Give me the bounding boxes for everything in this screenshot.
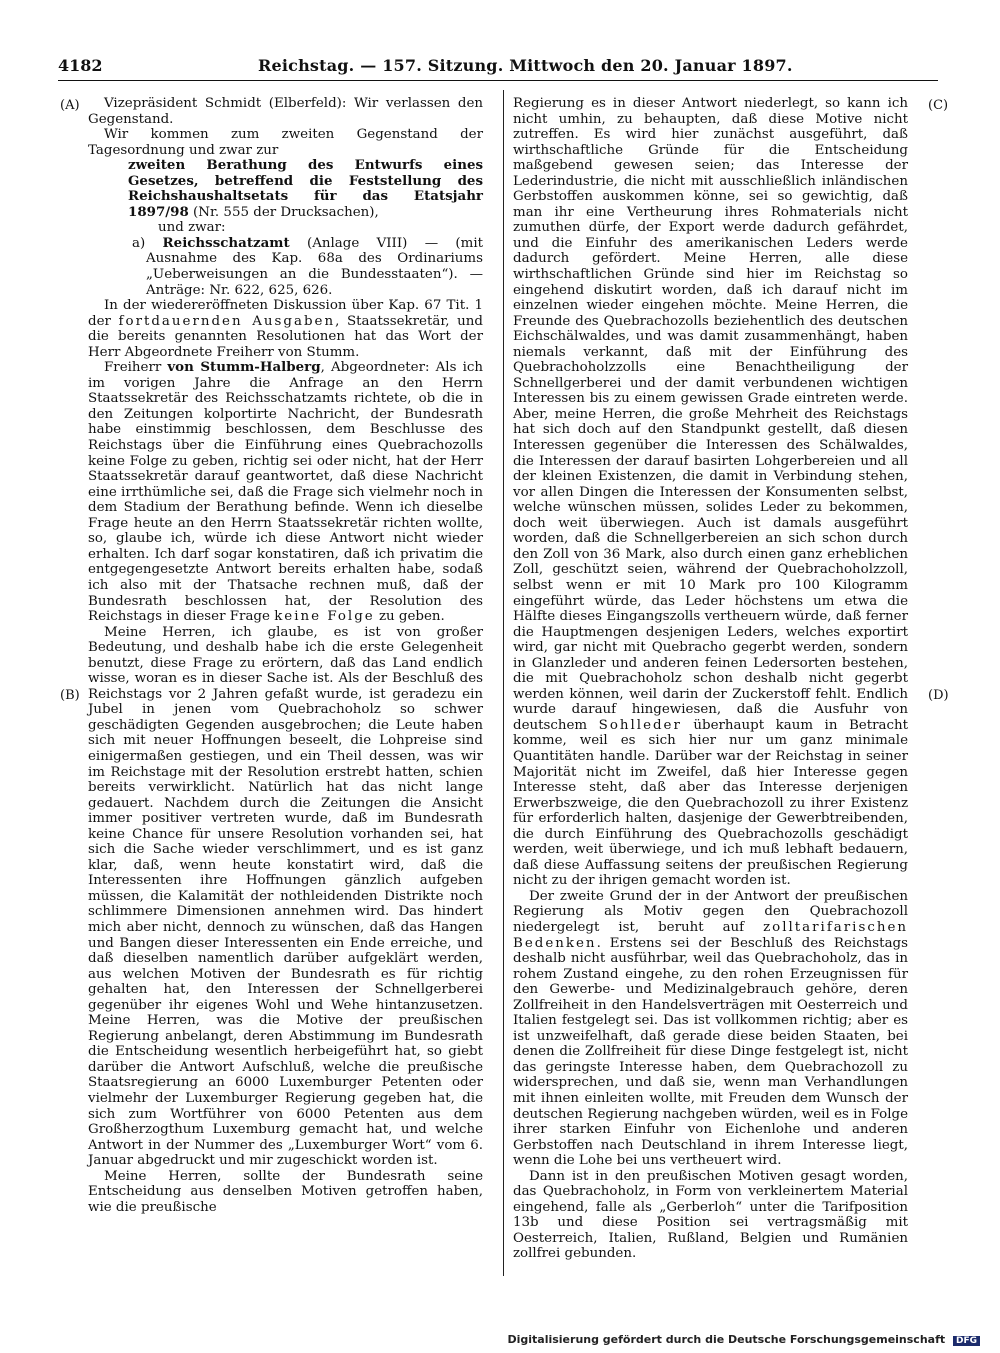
- text-run: überhaupt kaum in Betracht komme, weil es sich hier nur um ganz minimale Quantitäten handle. Darüber war der Reichstag in seiner Majorität nicht im Zweifel, daß hier Interesse gegen Interesse steht, daß aber das Interesse derjenigen Erwerbszweige, die den Quebrachozoll zu ihrer Existenz für erforderlich halten, dasjenige der Gewerbtreibenden, die durch Einführung des Quebrachozolls geschädigt werden, weit überwiege, und ich muß lebhaft bedauern, daß diese Auffassung seitens der preußischen Regierung nicht zu der ihrigen gemacht worden ist.: [513, 717, 908, 889]
- text-run: Der zweite Grund der in der Antwort der preußischen Regierung als Motiv gegen den Quebrachozoll niedergelegt ist, beruht auf: [513, 888, 908, 935]
- margin-marker-d: (D): [928, 688, 949, 703]
- agenda-reference: (Nr. 555 der Drucksachen),: [188, 204, 379, 220]
- paragraph: Vizepräsident Schmidt (Elberfeld): Wir verlassen den Gegenstand.: [88, 96, 483, 127]
- text-run: , Abgeordneter: Als ich im vorigen Jahre die Anfrage an den Herrn Staatssekretär des Reichsschatzamts richtete, ob die in den Zeitungen kolportirte Nachricht, der Bundesrath habe einstimmig beschlossen, dem Beschlusse des Reichstags über die Einführung eines Quebrachozolls keine Folge zu geben, richtig sei oder nicht, hat der Herr Staatssekretär darauf geantwortet, daß diese Nachricht eine irrthümliche sei, daß die Frage sich vielmehr noch in dem Stadium der Berathung befinde. Wenn ich dieselbe Frage heute an den Herrn Staatssekretär richten wollte, so, glaube ich, würde ich diese Antwort nicht wieder erhalten. Ich darf sogar konstatiren, daß ich privatim die entgegengesetzte Antwort bereits erhalten habe, sodaß ich also mit der Thatsache rechnen muß, daß der Bundesrath beschlossen hat, der Resolution des Reichstags in dieser Frage: [88, 360, 483, 625]
- right-column: [513, 96, 908, 1276]
- running-title: Reichstag. — 157. Sitzung. Mittwoch den 20. Januar 1897.: [258, 56, 793, 75]
- digitization-credit: [507, 1333, 980, 1346]
- column-divider: [503, 90, 504, 1276]
- spaced-text: keine Folge: [274, 609, 375, 625]
- header-rule: [58, 80, 938, 81]
- paragraph: und zwar:: [158, 220, 226, 236]
- page-number: 4182: [58, 56, 103, 75]
- paragraph: [513, 96, 908, 889]
- text-run: Regierung es in dieser Antwort niederlegt, so kann ich nicht umhin, zu behaupten, daß diese Motive nicht zutreffen. Es wird hier zunächst ausgeführt, daß wirthschaftliche Gründe für die Entscheidung maßgebend gewesen seien; das Interesse der Lederindustrie, die nicht mit ausschließlich inländischen Gerbstoffen auskommen könne, sei so gewichtig, daß man ihr eine Vertheurung ihres Rohmaterials nicht zumuthen dürfe, der Export werde dadurch gefährdet, und die Einfuhr des amerikanischen Leders werde dadurch gefördert. Meine Herren, alle diese wirthschaftlichen Gründe sind hier im Reichstag so eingehend diskutirt worden, daß ich darauf nicht im einzelnen wieder eingehen möchte. Meine Herren, die Freunde des Quebrachozolls beziehentlich des deutschen Eichschälwaldes, und was damit zusammenhängt, haben niemals verkannt, daß mit der Einführung des Quebrachoholzzolls eine Benachtheiligung der Schnellgerberei und der damit verbundenen wichtigen Interessen bis zu einem gewissen Grade eintreten werde. Aber, meine Herren, die große Mehrheit des Reichstags hat sich doch auf den Standpunkt gestellt, daß diesen Interessen gegenüber die Interessen des Schälwaldes, die Interessen der darauf basirten Lohgerbereien und all der kleinen Existenzen, die damit in Verbindung stehen, vor allen Dingen die Interessen der Konsumenten selbst, welche wünschen müssen, solides Leder zu bekommen, doch weit überwiegen. Auch ist damals ausgeführt worden, daß die Schnellgerbereien an sich schon durch den Zoll von 36 Mark, also durch einen ganz erheblichen Zoll, geschützt seien, während der Quebrachoholzzoll, selbst wenn er mit 10 Mark pro 100 Kilogramm eingeführt würde, das Leder höchstens um etwa die Hälfte dieses Eingangszolls vertheuern würde, daß ferner die Hauptmengen desjenigen Leders, welches exportirt wird, gar nicht mit Quebracho gegerbt werden, sondern in Glanzleder und anderen feinen Ledersorten bestehen, die mit Quebrachoholz schon deshalb nicht gegerbt werden können, weil darin der Zuckerstoff fehlt. Endlich wurde darauf hingewiesen, daß die Ausfuhr von deutschem: [513, 96, 908, 733]
- paragraph: Dann ist in den preußischen Motiven gesagt worden, das Quebrachoholz, in Form von verkleinertem Material eingehend, falle als „Gerberloh“ unter die Tarifposition 13b und diese Position sei vertragsmäßig mit Oesterreich, Italien, Rußland, Belgien und Rumänien zollfrei gebunden.: [513, 1168, 908, 1262]
- agenda-title: zweiten Berathung des Entwurfs eines Gesetzes, betreffend die Feststellung des Reichshaushaltsetats für das Etatsjahr 1897/98: [128, 157, 483, 220]
- subitem-text: (Anlage VIII) — (mit Ausnahme des Kap. 68a des Ordinariums „Ueberweisungen an die Bundesstaaten“). — Anträge: Nr. 622, 625, 626.: [146, 235, 483, 298]
- paragraph: [88, 298, 483, 360]
- speaker-name: von Stumm-Halberg: [167, 359, 321, 376]
- subitem-label: a): [132, 235, 163, 251]
- left-column: [88, 96, 483, 1276]
- agenda-subitem: [132, 234, 483, 298]
- spaced-text: Sohlleder: [598, 717, 682, 733]
- credit-text: Digitalisierung gefördert durch die Deutsche Forschungsgemeinschaft: [507, 1333, 946, 1346]
- dfg-logo: DFG: [953, 1336, 980, 1346]
- margin-marker-c: (C): [928, 98, 949, 113]
- text-run: zu geben.: [374, 609, 445, 625]
- paragraph: [513, 889, 908, 1169]
- spaced-text: fortdauernden Ausgaben: [118, 313, 336, 329]
- paragraph: Wir kommen zum zweiten Gegenstand der Tagesordnung und zwar zur: [88, 127, 483, 158]
- text-run: . Erstens sei der Beschluß des Reichstags deshalb nicht ausführbar, weil das Quebrachoholz, das in rohem Zustand eingehe, zu den rohen Erzeugnissen für den Gewerbe- und Medizinalgebrauch gehöre, deren Zollfreiheit in den Handelsverträgen mit Oesterreich und Italien festgelegt sei. Das ist vollkommen richtig; aber es ist unzweifelhaft, daß gerade diese beiden Staaten, bei denen die Zollfreiheit für diese Dinge festgelegt ist, nicht das geringste Interesse haben, dem Quebrachozoll zu widersprechen, und daß sie, wenn man Verhandlungen mit ihnen einleiten wollte, mit Freuden dem Wunsch der deutschen Regierung nachgeben würden, weil es in Folge ihrer starken Einfuhr von Eichenlohe und anderen Gerbstoffen nach Deutschland in ihrem Interesse liegt, wenn die Lohe bei uns vertheuert wird.: [513, 935, 908, 1169]
- subitem-title: Reichsschatzamt: [162, 234, 290, 251]
- text-run: In der wiedereröffneten Diskussion über Kap. 67 Tit. 1 der: [88, 298, 483, 329]
- agenda-item: [128, 158, 483, 220]
- text-run: , Staatssekretär, und die bereits genannten Resolutionen hat das Wort der Herr Abgeordnete Freiherr von Stumm.: [88, 313, 483, 360]
- paragraph: Meine Herren, ich glaube, es ist von großer Bedeutung, und deshalb habe ich die erste Gelegenheit benutzt, diese Frage zu erörtern, daß das Land endlich wisse, woran es in dieser Sache ist. Als der Beschluß des Reichstags vor 2 Jahren gefaßt wurde, ist geradezu ein Jubel in jenen vom Quebrachoholz so schwer geschädigten Gegenden ausgebrochen; die Leute haben sich mit neuer Hoffnungen beseelt, die Lohpreise sind einigermaßen gestiegen, und ein Theil dessen, was wir im Reichstage mit der Resolution erstrebt hatten, schien bereits verwirklicht. Natürlich hat das nicht lange gedauert. Nachdem durch die Zeitungen die Ansicht immer positiver vertreten wurde, daß im Bundesrath keine Chance für unsere Resolution vorhanden sei, hat sich die Sache wieder verschlimmert, und es ist ganz klar, daß, wenn heute konstatirt wird, daß die Interessenten ihre Hoffnungen gänzlich aufgeben müssen, die Kalamität der nothleidenden Distrikte noch schlimmere Dimensionen annehmen wird. Das hindert mich aber nicht, dennoch zu wünschen, daß das Hangen und Bangen dieser Interessenten ein Ende erreiche, und daß dieselben namentlich darüber aufgeklärt werden, aus welchen Motiven der Bundesrath es für richtig gehalten hat, den Interessen der Schnellgerberei gegenüber ihr eigenes Wohl und Wehe hintanzusetzen. Meine Herren, was die Motive der preußischen Regierung anbelangt, deren Abstimmung im Bundesrath die Entscheidung wesentlich herbeigeführt hat, so giebt darüber die Antwort Aufschluß, welche die preußische Staatsregierung an 6000 Luxemburger Petenten oder vielmehr der Luxemburger Regierung gegeben hat, die sich zum Wortführer von 6000 Petenten aus dem Großherzogthum Luxemburg gemacht hat, und welche Antwort in der Nummer des „Luxemburger Wort“ vom 6. Januar abgedruckt und mir zugeschickt worden ist.: [88, 624, 483, 1169]
- spaced-text: zolltarifarischen Bedenken: [513, 919, 908, 951]
- margin-marker-b: (B): [60, 688, 80, 703]
- text-run: Freiherr: [104, 360, 168, 376]
- paragraph: Meine Herren, sollte der Bundesrath seine Entscheidung aus denselben Motiven getroffen haben, wie die preußische: [88, 1168, 483, 1215]
- margin-marker-a: (A): [60, 98, 80, 113]
- page-header: [58, 56, 938, 78]
- speech-paragraph: [88, 360, 483, 624]
